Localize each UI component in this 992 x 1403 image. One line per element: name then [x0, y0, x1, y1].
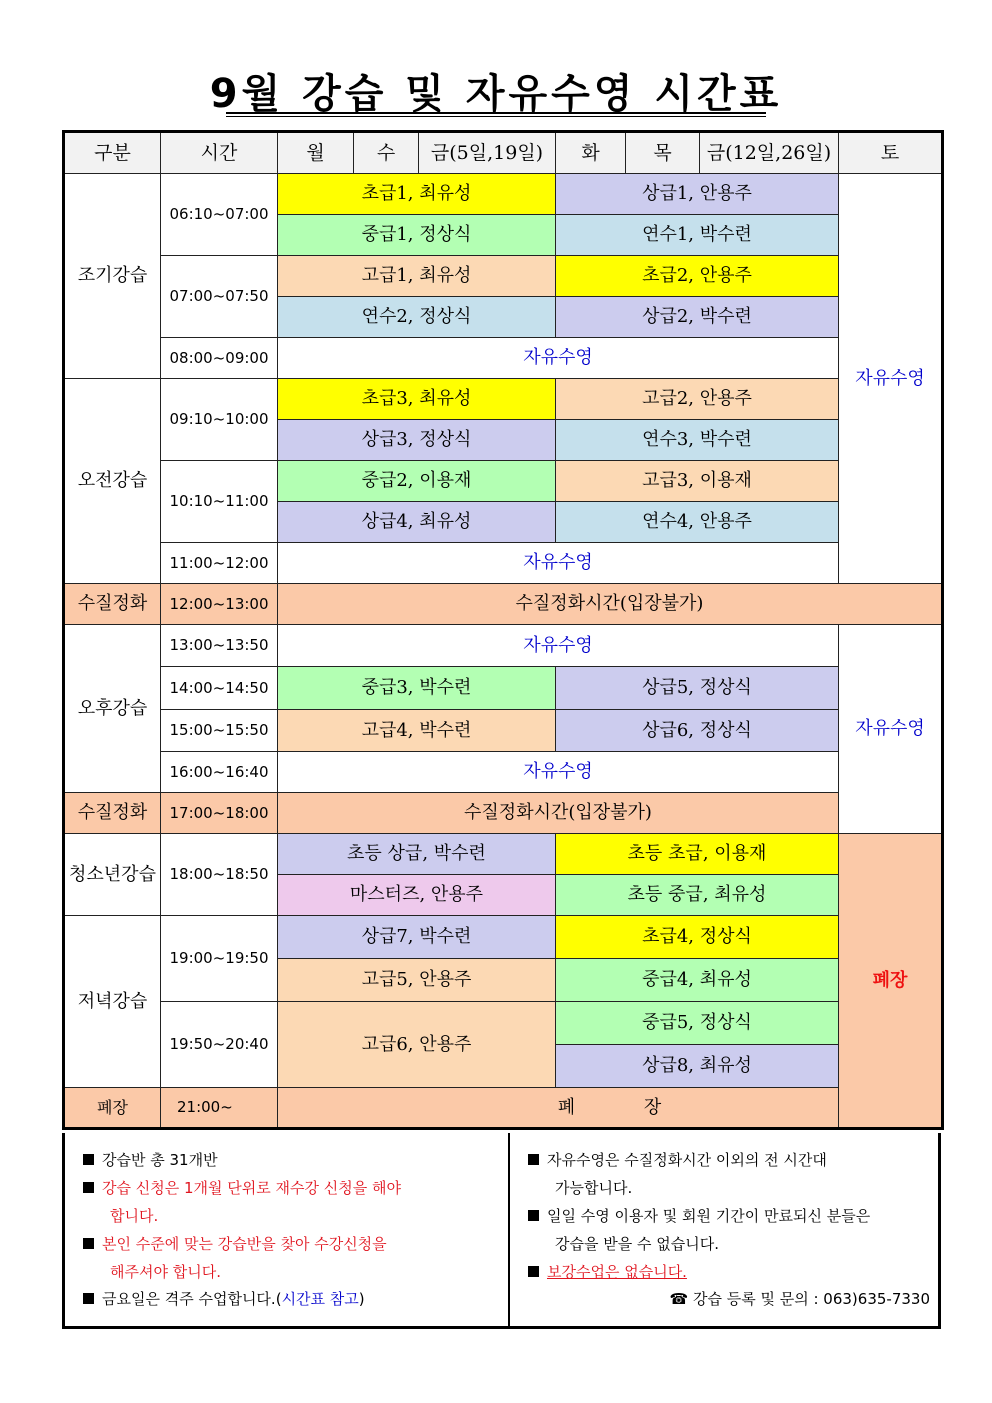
class-cell: 상급7, 박수련: [278, 916, 556, 959]
class-cell: 초급4, 정상식: [556, 916, 839, 959]
class-cell: 고급4, 박수련: [278, 710, 556, 752]
page-title: 9월 강습 및 자유수영 시간표: [209, 71, 783, 117]
class-cell: 고급5, 안용주: [278, 959, 556, 1002]
note-item: [528, 1259, 687, 1286]
square-bullet-icon: [83, 1293, 94, 1304]
table-row: [64, 793, 943, 834]
table-row: [64, 667, 943, 710]
title-underline: [226, 112, 766, 114]
note-text: 본인 수준에 맞는 강습반을 찾아 수강신청을: [102, 1235, 387, 1253]
section-water-purify: 수질정화: [64, 793, 161, 834]
time-cell: 13:00~13:50: [161, 625, 278, 667]
class-cell: 고급3, 이용재: [556, 461, 839, 502]
class-cell: 중급3, 박수련: [278, 667, 556, 710]
title-underline-2: [226, 116, 766, 117]
note-text: ): [358, 1290, 365, 1308]
section-evening: 저녁강습: [64, 916, 161, 1088]
class-cell: 중급1, 정상식: [278, 215, 556, 256]
note-text: 일일 수영 이용자 및 회원 기간이 만료되신 분들은: [547, 1207, 871, 1225]
time-cell: 10:10~11:00: [161, 461, 278, 543]
class-cell: 연수3, 박수련: [556, 420, 839, 461]
square-bullet-icon: [528, 1154, 539, 1165]
class-cell: 상급2, 박수련: [556, 297, 839, 338]
note-text: 보강수업은 없습니다.: [547, 1263, 687, 1281]
class-cell: 초등 상급, 박수련: [278, 834, 556, 875]
header-gubun: 구분: [64, 132, 161, 174]
table-row: [64, 461, 943, 502]
note-text: 금요일은 격주 수업합니다.(: [102, 1290, 282, 1308]
section-close: 폐장: [64, 1088, 161, 1129]
free-swim-cell: 자유수영: [278, 543, 839, 584]
time-cell: 07:00~07:50: [161, 256, 278, 338]
square-bullet-icon: [83, 1154, 94, 1165]
note-text-cont: 합니다.: [110, 1207, 159, 1225]
time-cell: 15:00~15:50: [161, 710, 278, 752]
water-purify-cell: 수질정화시간(입장불가): [278, 584, 943, 625]
table-row: [64, 752, 943, 793]
time-cell: 21:00~: [161, 1088, 278, 1129]
class-cell: 상급5, 정상식: [556, 667, 839, 710]
note-text-cont: 강습을 받을 수 없습니다.: [555, 1235, 719, 1253]
class-cell: 연수2, 정상식: [278, 297, 556, 338]
class-cell: 고급1, 최유성: [278, 256, 556, 297]
square-bullet-icon: [83, 1238, 94, 1249]
header-tue: 화: [556, 132, 626, 174]
note-item: [83, 1175, 401, 1202]
class-cell: 마스터즈, 안용주: [278, 875, 556, 916]
time-cell: 16:00~16:40: [161, 752, 278, 793]
note-text: 자유수영은 수질정화시간 이외의 전 시간대: [547, 1151, 827, 1169]
section-youth: 청소년강습: [64, 834, 161, 916]
sat-free-swim-morning: 자유수영: [839, 174, 943, 584]
section-early: 조기강습: [64, 174, 161, 379]
note-item: [528, 1203, 870, 1230]
time-cell: 12:00~13:00: [161, 584, 278, 625]
notes-box: [62, 1133, 941, 1329]
table-row: [64, 834, 943, 875]
class-cell: 초등 초급, 이용재: [556, 834, 839, 875]
table-row: [64, 584, 943, 625]
table-row: [64, 174, 943, 215]
table-row: [64, 625, 943, 667]
note-item: [83, 1286, 365, 1313]
notes-right: [510, 1133, 938, 1326]
class-cell: 상급4, 최유성: [278, 502, 556, 543]
table-row: [64, 1002, 943, 1045]
header-mon: 월: [278, 132, 354, 174]
water-purify-cell: 수질정화시간(입장불가): [278, 793, 839, 834]
free-swim-cell: 자유수영: [278, 752, 839, 793]
notes-left: [65, 1133, 510, 1326]
note-text-cont: 가능합니다.: [555, 1179, 633, 1197]
class-cell: 초급3, 최유성: [278, 379, 556, 420]
class-cell: 초급2, 안용주: [556, 256, 839, 297]
section-water-purify: 수질정화: [64, 584, 161, 625]
sat-free-swim-afternoon: 자유수영: [839, 625, 943, 834]
note-text-cont: 해주셔야 합니다.: [110, 1263, 221, 1281]
class-cell: 상급3, 정상식: [278, 420, 556, 461]
note-text: 강습반 총 31개반: [102, 1151, 218, 1169]
section-morning: 오전강습: [64, 379, 161, 584]
note-item: [528, 1147, 827, 1174]
table-row: [64, 379, 943, 420]
table-row: [64, 710, 943, 752]
class-cell: 연수1, 박수련: [556, 215, 839, 256]
contact-info: ☎ 강습 등록 및 문의 : 063)635-7330: [669, 1290, 930, 1308]
class-cell: 초등 중급, 최유성: [556, 875, 839, 916]
time-cell: 14:00~14:50: [161, 667, 278, 710]
table-row: [64, 543, 943, 584]
class-cell: 초급1, 최유성: [278, 174, 556, 215]
time-cell: 18:00~18:50: [161, 834, 278, 916]
class-cell: 고급6, 안용주: [278, 1002, 556, 1088]
class-cell: 중급4, 최유성: [556, 959, 839, 1002]
square-bullet-icon: [83, 1182, 94, 1193]
table-row: [64, 256, 943, 297]
header-time: 시간: [161, 132, 278, 174]
time-cell: 06:10~07:00: [161, 174, 278, 256]
note-item: [83, 1231, 387, 1258]
class-cell: 상급6, 정상식: [556, 710, 839, 752]
square-bullet-icon: [528, 1266, 539, 1277]
class-cell: 고급2, 안용주: [556, 379, 839, 420]
closed-row-cell: 폐 장: [278, 1088, 943, 1129]
time-cell: 19:00~19:50: [161, 916, 278, 1002]
sat-closed-cell: 폐장: [839, 834, 943, 1129]
header-fri2: 금(12일,26일): [700, 132, 839, 174]
time-cell: 09:10~10:00: [161, 379, 278, 461]
class-cell: 연수4, 안용주: [556, 502, 839, 543]
note-item: [83, 1147, 218, 1174]
header-fri1: 금(5일,19일): [419, 132, 556, 174]
section-afternoon: 오후강습: [64, 625, 161, 793]
class-cell: 상급8, 최유성: [556, 1045, 839, 1088]
header-row: [64, 132, 943, 174]
header-sat: 토: [839, 132, 943, 174]
schedule-table: [62, 130, 944, 1130]
note-link-text: 시간표 참고: [281, 1290, 359, 1308]
class-cell: 중급5, 정상식: [556, 1002, 839, 1045]
table-row: [64, 916, 943, 959]
table-row: [64, 338, 943, 379]
table-row: [64, 1088, 943, 1129]
free-swim-cell: 자유수영: [278, 625, 839, 667]
time-cell: 17:00~18:00: [161, 793, 278, 834]
time-cell: 11:00~12:00: [161, 543, 278, 584]
time-cell: 08:00~09:00: [161, 338, 278, 379]
free-swim-cell: 자유수영: [278, 338, 839, 379]
class-cell: 상급1, 안용주: [556, 174, 839, 215]
time-cell: 19:50~20:40: [161, 1002, 278, 1088]
header-thu: 목: [626, 132, 700, 174]
note-text: 강습 신청은 1개월 단위로 재수강 신청을 해야: [102, 1179, 401, 1197]
square-bullet-icon: [528, 1210, 539, 1221]
class-cell: 중급2, 이용재: [278, 461, 556, 502]
header-wed: 수: [354, 132, 419, 174]
